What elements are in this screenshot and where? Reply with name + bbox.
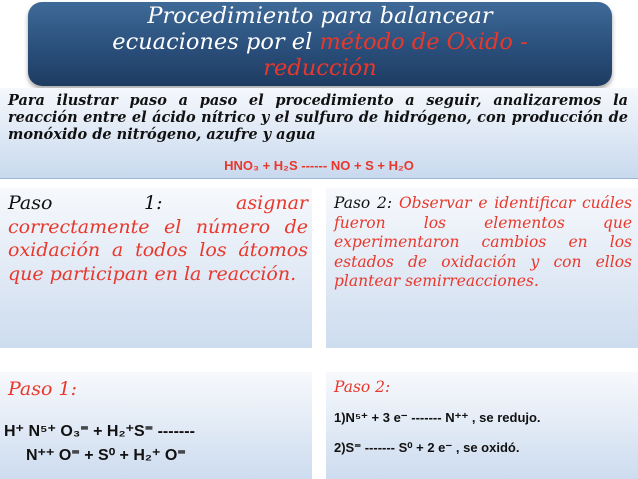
result-1-line-2: N⁺⁺ O⁼ + S⁰ + H₂⁺ O⁼ [26,447,186,464]
result-2-label: Paso 2: [334,378,391,396]
title-line-1: Procedimiento para balancear [147,3,493,29]
intro-equation: HNO₃ + H₂S ------ NO + S + H₂O [224,158,414,173]
step-1-label: Paso [8,192,53,214]
result-1-equation [4,420,308,468]
title-line-2 [28,29,612,55]
title-line-3: reducción [263,55,377,81]
intro-panel [0,88,638,179]
title-line-2-red: método de Oxido - [319,29,528,55]
step-1-number: 1: [144,192,163,214]
intro-text: Para ilustrar paso a paso el procedimiento a seguir, analizaremos la reacción entre el ácido nítrico y el sulfuro de hidrógeno, con producción de monóxido de nitrógeno, azufre y agua [8,92,628,143]
step-2-text: Observar e identificar cuáles fueron los elementos que experimentaron cambios en los estados de oxidación y con ellos plantear semirreacciones. [334,194,632,290]
step-1-text: asignar correctamente el número de oxidación a todos los átomos que participan en la reacción. [8,192,309,285]
step-2-text-block [334,194,632,292]
result-2-line-2: 2)S⁼ ------- S⁰ + 2 e⁻ , se oxidó. [334,440,520,455]
result-1-label: Paso 1: [8,378,77,400]
result-1-line-1: H⁺ N⁵⁺ O₃⁼ + H₂⁺S⁼ ------- [4,423,195,440]
title-banner [28,2,612,86]
result-2-panel [326,372,638,479]
step-1-text-block [8,192,308,286]
result-1-panel [0,372,312,479]
step-1-panel [0,188,312,348]
step-2-panel [326,188,638,348]
title-line-2-white: ecuaciones por el [112,29,320,55]
step-2-label: Paso 2: [334,194,393,212]
result-2-line-1: 1)N⁵⁺ + 3 e⁻ ------- N⁺⁺ , se redujo. [334,410,541,425]
